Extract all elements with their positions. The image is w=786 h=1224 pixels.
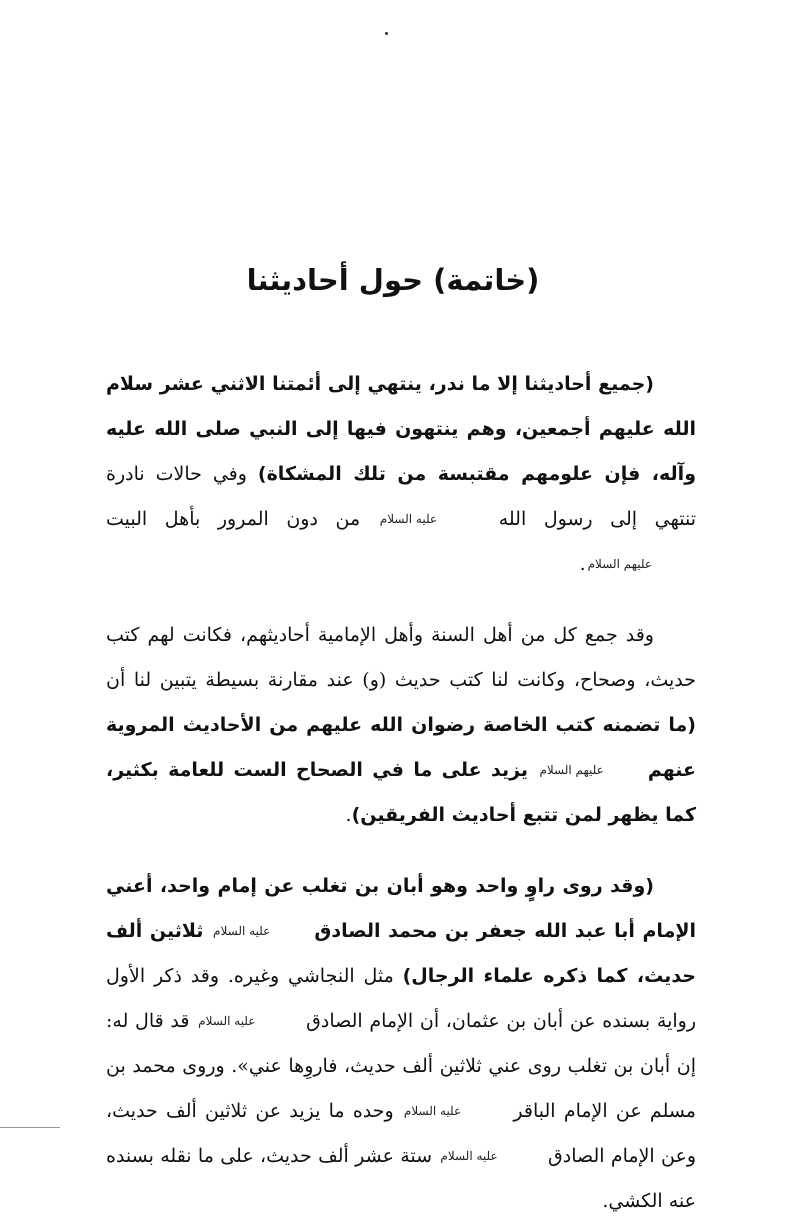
bold-quote: (جميع أحاديثنا إلا ما ندر، ينتهي إلى أئمتنا الاثني عشر سلام الله عليهم أجمعين، وهم ينتهون فيها إلى النبي صلى الله عليه وآله، فإن علومهم مقتبسة من تلك المشكاة): [106, 373, 697, 485]
text-span: وقد جمع كل من أهل السنة وأهل الإمامية أحاديثهم، فكانت لهم كتب حديث، وصحاح، وكانت لنا كتب حديث (و) عند مقارنة بسيطة يتبين لنا أن: [106, 624, 696, 691]
text-span: قد قال له: إن أبان بن تغلب روى عني ثلاثين ألف حديث، فاروِها عني». وروى محمد بن مسلم عن الإمام الباقر: [106, 1010, 696, 1122]
honorific-glyph: عليه السلام: [213, 924, 271, 938]
text-span: وفي حالات نادرة تنتهي إلى رسول الله: [106, 463, 697, 530]
paragraph-2: [106, 613, 696, 838]
honorific-glyph: عليهم السلام: [587, 557, 652, 571]
bold-quote: يزيد على ما في الصحاح الست للعامة بكثير، كما يظهر لمن تتبع أحاديث الفريقين): [106, 759, 696, 826]
bold-quote: (وقد روى راوٍ واحد وهو أبان بن تغلب عن إمام واحد، أعني الإمام أبا عبد الله جعفر بن محمد الصادق: [106, 875, 696, 942]
paragraph-1: [106, 362, 696, 587]
text-span: وحده ما يزيد عن ثلاثين ألف حديث، وعن الإمام الصادق: [106, 1100, 696, 1167]
page-mark-dot: [385, 32, 388, 35]
honorific-glyph: عليه السلام: [379, 512, 438, 526]
body-text: [106, 362, 696, 1224]
honorific-glyph: عليه السلام: [198, 1014, 256, 1028]
footer-rule: [0, 1127, 60, 1128]
bold-quote: ثلاثين ألف حديث، كما ذكره علماء الرجال): [106, 920, 696, 987]
honorific-glyph: عليه السلام: [440, 1149, 498, 1163]
honorific-glyph: عليه السلام: [403, 1104, 462, 1118]
bold-quote: (ما تضمنه كتب الخاصة رضوان الله عليهم من الأحاديث المروية عنهم: [106, 714, 696, 781]
text-span: ستة عشر ألف حديث، على ما نقله بسنده عنه الكشي.: [106, 1145, 696, 1212]
honorific-glyph: عليهم السلام: [539, 763, 604, 777]
text-span: .: [579, 553, 586, 575]
text-span: مثل النجاشي وغيره. وقد ذكر الأول رواية بسنده عن أبان بن عثمان، أن الإمام الصادق: [106, 965, 696, 1032]
paragraph-3: [106, 864, 696, 1224]
text-span: .: [345, 804, 352, 826]
text-span: من دون المرور بأهل البيت: [106, 508, 378, 530]
page-title: (خاتمة) حول أحاديثنا: [246, 263, 540, 297]
